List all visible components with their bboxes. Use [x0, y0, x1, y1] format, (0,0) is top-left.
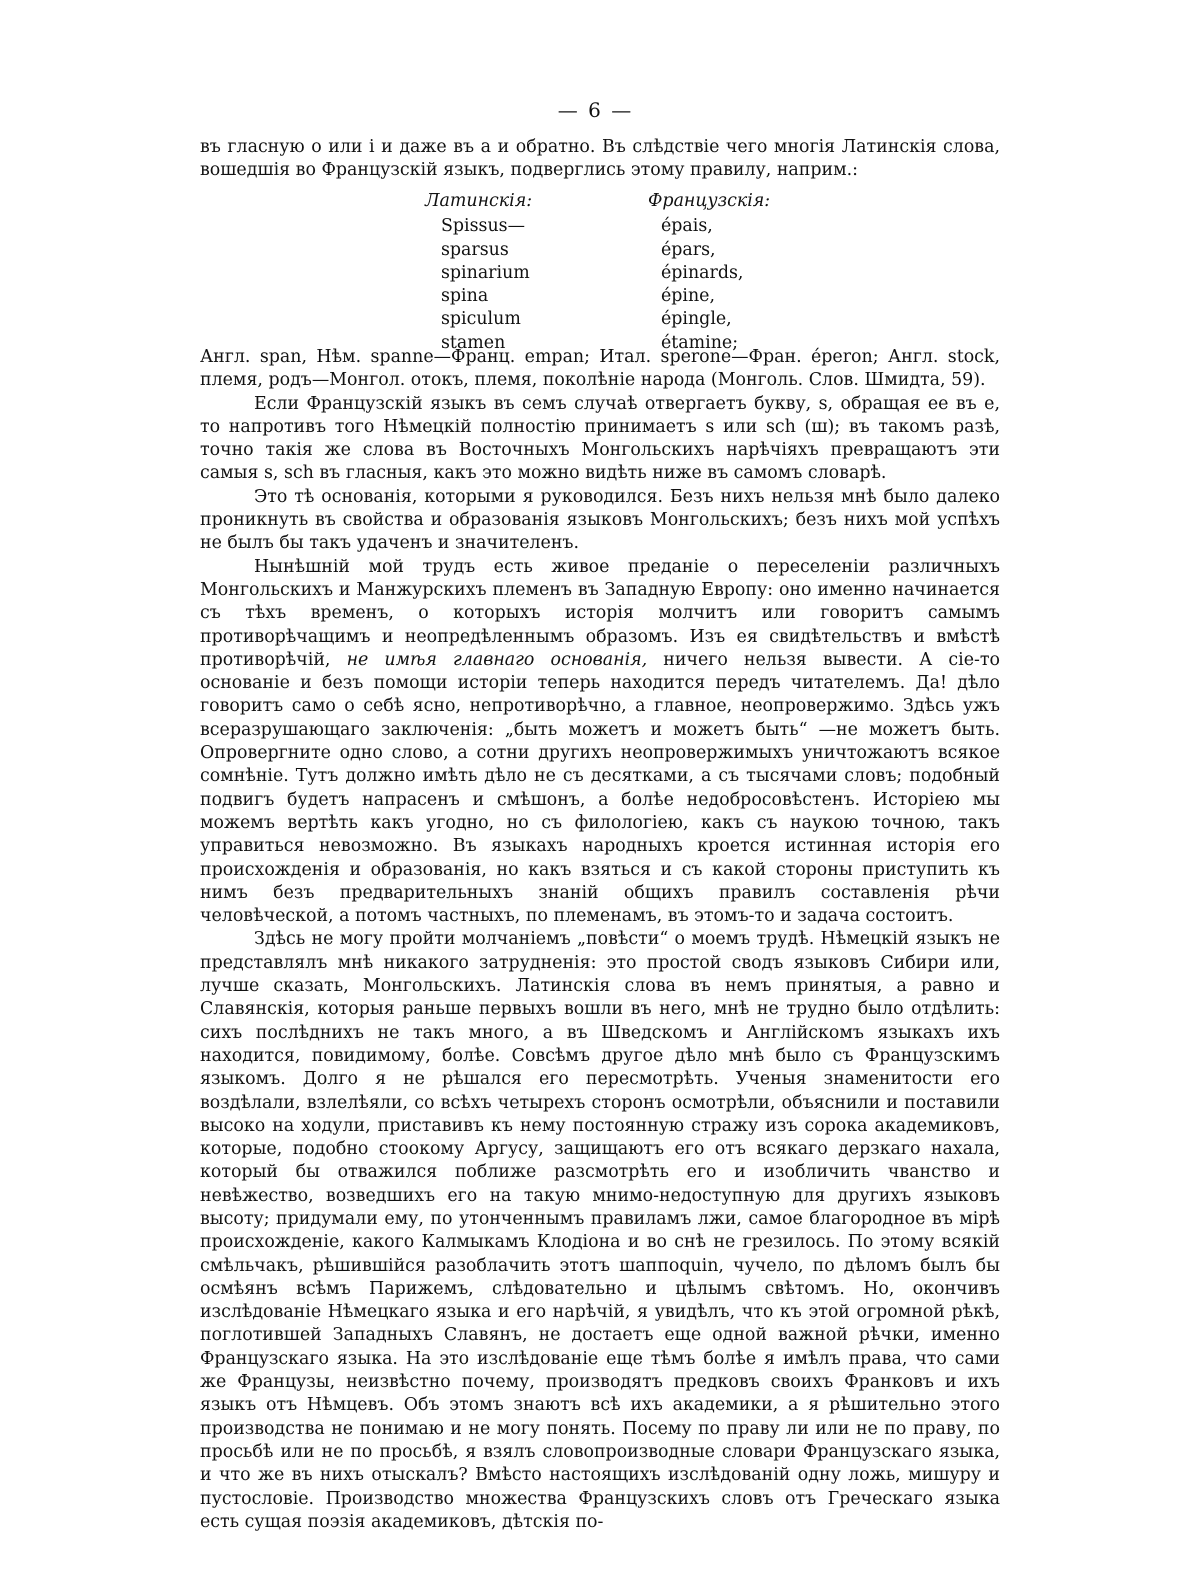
paragraph-examples: Англ. span, Нѣм. spanne—Франц. empan; Итал. sperone—Фран. éperon; Англ. stock, племя, родъ—Монгол. отокъ, племя, поколѣніе народа (Монголь. Слов. Шмидта, 59). [200, 347, 1000, 391]
french-word: épingle, [661, 309, 732, 330]
paragraph-work-italic: не имѣя главнаго основанія, [346, 649, 648, 670]
french-column [648, 190, 770, 355]
paragraph-work-part1: Нынѣшній мой трудъ есть живое преданіе о переселеніи различныхъ Монгольскихъ и Манжурскихъ племенъ въ Западную Европу: оно именно начинается съ тѣхъ временъ, о которыхъ исторія молчитъ или говоритъ самымъ противорѣчащимъ и неопредѣленнымъ образомъ. Изъ ея свидѣтельствъ и вмѣстѣ противорѣчій, [200, 556, 1000, 670]
latin-header: Латинскія: [425, 191, 533, 211]
french-word: épais, [661, 216, 713, 237]
paragraph-french-study: Здѣсь не могу пройти молчаніемъ „повѣсти“ о моемъ трудѣ. Нѣмецкій языкъ не представлялъ мнѣ никакого затрудненія: это простой сводъ языковъ Сибири или, лучше сказать, Монгольскихъ. Латинскія слова въ немъ принятыя, а равно и Славянскія, которыя раньше первыхъ вошли въ него, мнѣ не трудно было отдѣлить: сихъ послѣднихъ не такъ много, а въ Шведскомъ и Англійскомъ языкахъ ихъ находится, повидимому, болѣе. Совсѣмъ другое дѣло мнѣ было съ Французскимъ языкомъ. Долго я не рѣшался его пересмотрѣть. Ученыя знаменитости его воздѣлали, взлелѣяли, со всѣхъ четырехъ сторонъ осмотрѣли, объяснили и поставили высоко на ходули, приставивъ къ нему постоянную стражу изъ сорока академиковъ, которые, подобно стоокому Аргусу, защищаютъ его отъ всякаго дерзкаго нахала, который бы отважился поближе разсмотрѣть его и изобличить чванство и невѣжество, возведшихъ его на такую мнимо-недоступную для другихъ языковъ высоту; придумали ему, по утонченнымъ правиламъ лжи, самое благородное въ мірѣ происхожденіе, какого Калмыкамъ Клодіона и во снѣ не грезилось. По этому всякій смѣльчакъ, рѣшившійся разоблачить этотъ шаппоquin, чучело, по дѣломъ былъ бы осмѣянъ всѣмъ Парижемъ, слѣдовательно и цѣлымъ свѣтомъ. Но, окончивъ изслѣдованіе Нѣмецкаго языка и его нарѣчій, я увидѣлъ, что къ этой огромной рѣкѣ, поглотившей Западныхъ Славянъ, не достаетъ еще одной важной рѣчки, именно Французскаго языка. На это изслѣдованіе еще тѣмъ болѣе я имѣлъ права, что сами же Французы, неизвѣстно почему, производятъ предковъ своихъ Франковъ и ихъ языкъ отъ Нѣмцевъ. Объ этомъ знаютъ всѣ ихъ академики, а я рѣшительно этого производства не понимаю и не могу понять. Посему по праву ли или не по праву, по просьбѣ или не по просьбѣ, я взялъ словопроизводные словари Французскаго языка, и что же въ нихъ отыскалъ? Вмѣсто настоящихъ изслѣдованій одну ложь, мишуру и пустословіе. Производство множества Французскихъ словъ отъ Греческаго языка есть сущая поэзія академиковъ, дѣтскія по- [200, 929, 1000, 1532]
body-text [200, 346, 1000, 1534]
latin-word: spiculum [441, 309, 521, 330]
paragraph-foundations: Это тѣ основанія, которыми я руководился. Безъ нихъ нельзя мнѣ было далеко проникнуть въ свойства и образованія языковъ Монгольскихъ; безъ нихъ мой успѣхъ не былъ бы такъ удаченъ и значителенъ. [200, 486, 1000, 554]
page-number: — 6 — [557, 98, 634, 122]
latin-word: Spissus— [441, 216, 525, 237]
french-word: épine, [661, 286, 716, 307]
paragraph-work-part2: ничего нельзя вывести. А сіе-то основаніе и безъ помощи исторіи теперь находится передъ читателемъ. Да! дѣло говоритъ само о себѣ ясно, непротиворѣчно, а главное, неопровержимо. Здѣсь ужъ всеразрушающаго заключенія: „быть можетъ и можетъ быть“ —не можетъ быть. Опровергните одно слово, а сотни другихъ неопровержимыхъ уничтожаютъ всякое сомнѣніе. Тутъ должно имѣть дѣло не съ десятками, а съ тысячами словъ; подобный подвигъ будетъ напрасенъ и смѣшонъ, а болѣе недобросовѣстенъ. Исторіею мы можемъ вертѣть какъ угодно, но съ филологіею, какъ съ наукою точною, такъ управиться невозможно. Въ языкахъ народныхъ кроется истинная исторія его происхожденія и образованія, но какъ взяться и съ какой стороны приступить къ нимъ безъ предварительныхъ знаній общихъ правилъ составленія рѣчи человѣческой, а потомъ частныхъ, по племенамъ, въ этомъ-то и задача состоитъ. [200, 649, 1000, 927]
french-word: épars, [661, 239, 716, 260]
french-word: épinards, [661, 262, 744, 283]
latin-word: spinarium [441, 262, 530, 283]
paragraph-work [200, 556, 1000, 929]
latin-word: sparsus [441, 239, 509, 260]
intro-paragraph: въ гласную о или i и даже въ а и обратно. Въ слѣдствіе чего многія Латинскія слова, вошедшія во Французскій языкъ, подверглись этому правилу, наприм.: [200, 137, 1000, 181]
intro-text [200, 136, 1000, 183]
french-word: étamine; [661, 332, 739, 353]
latin-column [425, 190, 532, 355]
latin-word: spina [441, 286, 489, 307]
paragraph-french-letter: Если Французскій языкъ въ семъ случаѣ отвергаетъ букву, s, обращая ее въ е, то напротивъ того Нѣмецкій полностію принимаетъ s или sch (ш); въ такомъ разѣ, точно такія же слова въ Восточныхъ Монгольскихъ нарѣчіяхъ превращаютъ эти самыя s, sch въ гласныя, какъ это можно видѣть ниже въ самомъ словарѣ. [200, 393, 1000, 484]
latin-word: stamen [441, 332, 506, 353]
french-header: Французскія: [648, 191, 771, 211]
